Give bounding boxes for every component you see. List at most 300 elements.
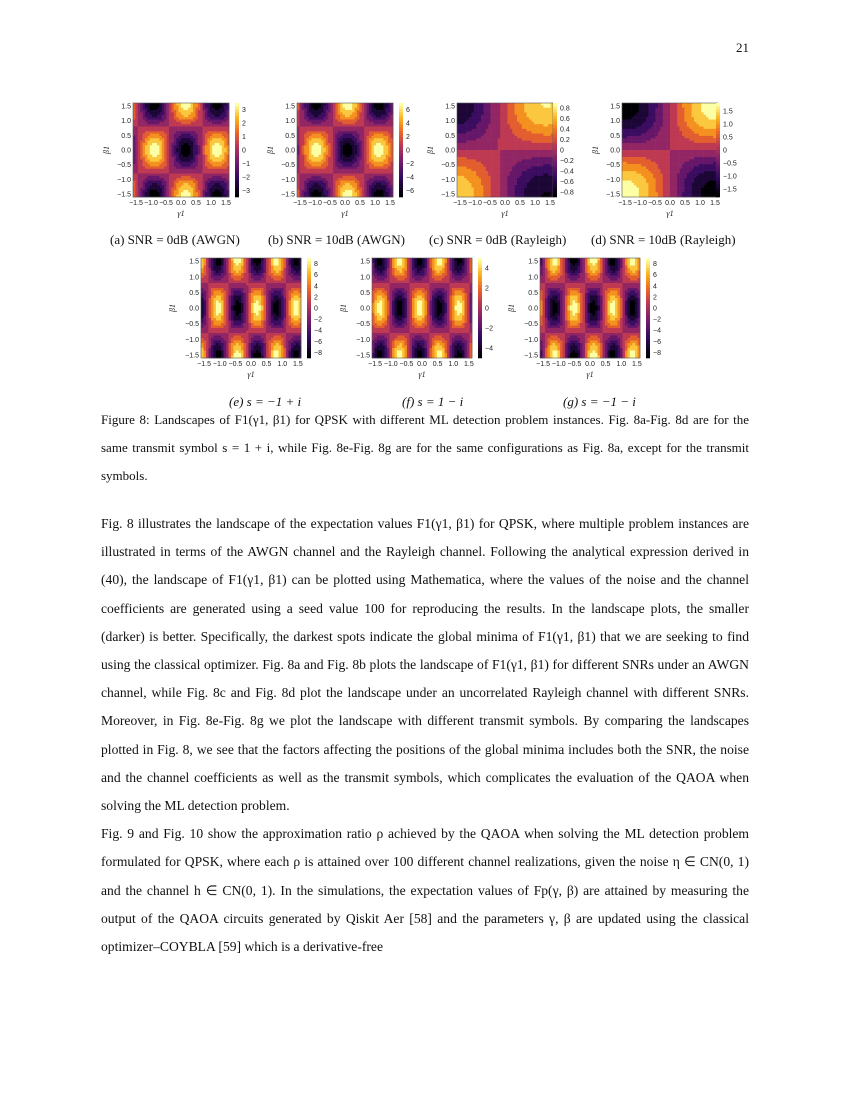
heatmap-cell <box>462 138 465 141</box>
heatmap-cell <box>462 119 465 122</box>
heatmap-cell <box>314 124 317 127</box>
heatmap-cell <box>548 131 551 134</box>
colorbar-segment <box>235 137 239 140</box>
heatmap-cell <box>297 166 300 169</box>
heatmap-cell <box>191 105 194 108</box>
heatmap-cell <box>331 181 334 184</box>
heatmap-cell <box>534 138 537 141</box>
heatmap-cell <box>328 143 331 146</box>
heatmap-cell <box>222 117 225 120</box>
heatmap-cell <box>476 190 479 193</box>
heatmap-cell <box>522 171 525 174</box>
heatmap-cell <box>147 178 150 181</box>
colorbar-segment <box>553 147 557 150</box>
heatmap-cell <box>539 169 542 172</box>
heatmap-cell <box>347 164 350 167</box>
heatmap-cell <box>215 127 218 130</box>
heatmap-cell <box>462 112 465 115</box>
heatmap-cell <box>138 155 141 158</box>
heatmap-cell <box>186 110 189 113</box>
heatmap-cell <box>359 122 362 125</box>
heatmap-cell <box>200 174 203 177</box>
heatmap-cell <box>307 192 310 195</box>
heatmap-cell <box>188 171 191 174</box>
heatmap-cell <box>319 162 322 165</box>
colorbar-segment <box>235 188 239 191</box>
heatmap-cell <box>316 150 319 153</box>
heatmap-cell <box>493 115 496 118</box>
heatmap-cell <box>357 181 360 184</box>
heatmap-cell <box>203 143 206 146</box>
heatmap-cell <box>536 127 539 130</box>
heatmap-cell <box>546 166 549 169</box>
heatmap-cell <box>471 124 474 127</box>
heatmap-cell <box>510 188 513 191</box>
heatmap-cell <box>359 148 362 151</box>
heatmap-cell <box>548 110 551 113</box>
heatmap-cell <box>319 112 322 115</box>
heatmap-cell <box>210 181 213 184</box>
heatmap-cell <box>198 162 201 165</box>
heatmap-cell <box>340 152 343 155</box>
heatmap-cell <box>505 103 508 106</box>
heatmap-cell <box>546 188 549 191</box>
heatmap-cell <box>162 124 165 127</box>
heatmap-cell <box>217 119 220 122</box>
x-tick-label: 0.5 <box>355 200 365 207</box>
heatmap-cell <box>362 166 365 169</box>
heatmap-cell <box>171 129 174 132</box>
heatmap-cell <box>505 108 508 111</box>
heatmap-cell <box>471 150 474 153</box>
heatmap-cell <box>335 178 338 181</box>
heatmap-cell <box>203 124 206 127</box>
heatmap-cell <box>304 174 307 177</box>
heatmap-cell <box>159 134 162 137</box>
heatmap-cell <box>512 127 515 130</box>
heatmap-cell <box>515 124 518 127</box>
heatmap-cell <box>140 119 143 122</box>
heatmap-cell <box>143 185 146 188</box>
heatmap-cell <box>536 110 539 113</box>
heatmap-cell <box>355 112 358 115</box>
heatmap-cell <box>186 129 189 132</box>
heatmap-cell <box>159 171 162 174</box>
heatmap-cell <box>536 166 539 169</box>
heatmap-cell <box>517 103 520 106</box>
heatmap-cell <box>374 164 377 167</box>
heatmap-cell <box>169 148 172 151</box>
heatmap-cell <box>350 122 353 125</box>
heatmap-cell <box>498 152 501 155</box>
heatmap-cell <box>374 131 377 134</box>
heatmap-cell <box>200 136 203 139</box>
heatmap-cell <box>135 164 138 167</box>
heatmap-cell <box>302 148 305 151</box>
heatmap-cell <box>459 136 462 139</box>
heatmap-cell <box>512 117 515 120</box>
heatmap-cell <box>495 145 498 148</box>
heatmap-cell <box>467 155 470 158</box>
heatmap-cell <box>207 159 210 162</box>
heatmap-cell <box>352 129 355 132</box>
heatmap-cell <box>174 171 177 174</box>
heatmap-cell <box>536 108 539 111</box>
heatmap-cell <box>541 129 544 132</box>
heatmap-cell <box>469 103 472 106</box>
heatmap-cell <box>386 129 389 132</box>
colorbar-tick-label: −1 <box>242 160 250 168</box>
heatmap-cell <box>500 145 503 148</box>
heatmap-cell <box>345 143 348 146</box>
heatmap-cell <box>210 122 213 125</box>
heatmap-cell <box>147 159 150 162</box>
heatmap-cell <box>369 183 372 186</box>
heatmap-cell <box>464 119 467 122</box>
heatmap-cell <box>343 157 346 160</box>
heatmap-cell <box>536 176 539 179</box>
y-tick-label: 0.5 <box>445 132 455 140</box>
heatmap-cell <box>345 136 348 139</box>
heatmap-cell <box>459 159 462 162</box>
heatmap-cell <box>524 178 527 181</box>
heatmap-cell <box>364 171 367 174</box>
heatmap-cell <box>491 143 494 146</box>
heatmap-cell <box>333 117 336 120</box>
heatmap-cell <box>522 115 525 118</box>
heatmap-cell <box>357 159 360 162</box>
heatmap-cell <box>367 169 370 172</box>
heatmap-cell <box>319 119 322 122</box>
heatmap-cell <box>364 110 367 113</box>
heatmap-cell <box>186 145 189 148</box>
heatmap-cell <box>512 171 515 174</box>
heatmap-cell <box>302 185 305 188</box>
heatmap-cell <box>307 134 310 137</box>
heatmap-cell <box>150 183 153 186</box>
heatmap-cell <box>147 190 150 193</box>
heatmap-cell <box>471 127 474 130</box>
heatmap-cell <box>171 115 174 118</box>
heatmap-cell <box>314 148 317 151</box>
heatmap-cell <box>350 138 353 141</box>
heatmap-cell <box>188 136 191 139</box>
heatmap-cell <box>488 166 491 169</box>
heatmap-cell <box>495 110 498 113</box>
heatmap-cell <box>474 105 477 108</box>
heatmap-cell <box>479 159 482 162</box>
heatmap-cell <box>522 190 525 193</box>
heatmap-cell <box>309 148 312 151</box>
heatmap-cell <box>200 159 203 162</box>
heatmap-cell <box>222 152 225 155</box>
heatmap-cell <box>357 145 360 148</box>
heatmap-cell <box>481 143 484 146</box>
heatmap-cell <box>333 131 336 134</box>
heatmap-cell <box>133 108 136 111</box>
heatmap-cell <box>162 183 165 186</box>
heatmap-cell <box>481 117 484 120</box>
heatmap-cell <box>491 119 494 122</box>
heatmap-cell <box>359 127 362 130</box>
heatmap-cell <box>491 138 494 141</box>
heatmap-cell <box>155 181 158 184</box>
heatmap-cell <box>362 174 365 177</box>
heatmap-cell <box>205 190 208 193</box>
heatmap-cell <box>483 162 486 165</box>
heatmap-cell <box>181 122 184 125</box>
heatmap-cell <box>219 174 222 177</box>
heatmap-cell <box>174 157 177 160</box>
colorbar-tick-label: 0.2 <box>560 137 570 145</box>
heatmap-cell <box>350 190 353 193</box>
heatmap-cell <box>143 136 146 139</box>
heatmap-cell <box>519 112 522 115</box>
heatmap-cell <box>493 134 496 137</box>
heatmap-cell <box>519 115 522 118</box>
heatmap-cell <box>316 136 319 139</box>
heatmap-cell <box>464 164 467 167</box>
heatmap-cell <box>369 134 372 137</box>
heatmap-cell <box>219 105 222 108</box>
heatmap-cell <box>138 148 141 151</box>
heatmap-cell <box>157 171 160 174</box>
heatmap-cell <box>483 169 486 172</box>
heatmap-cell <box>198 112 201 115</box>
heatmap-cell <box>350 183 353 186</box>
heatmap-cell <box>164 105 167 108</box>
heatmap-cell <box>464 176 467 179</box>
heatmap-cell <box>331 108 334 111</box>
heatmap-cell <box>364 131 367 134</box>
heatmap-cell <box>512 131 515 134</box>
heatmap-cell <box>517 119 520 122</box>
colorbar-segment <box>553 116 557 119</box>
heatmap-cell <box>493 159 496 162</box>
heatmap-cell <box>541 119 544 122</box>
heatmap-cell <box>210 164 213 167</box>
heatmap-cell <box>167 108 170 111</box>
heatmap-cell <box>152 105 155 108</box>
heatmap-cell <box>328 115 331 118</box>
heatmap-cell <box>321 124 324 127</box>
heatmap-cell <box>319 171 322 174</box>
heatmap-cell <box>536 105 539 108</box>
heatmap-cell <box>383 178 386 181</box>
heatmap-cell <box>527 103 530 106</box>
heatmap-cell <box>297 174 300 177</box>
heatmap-cell <box>326 124 329 127</box>
heatmap-cell <box>299 108 302 111</box>
x-tick-label: 1.5 <box>221 200 231 207</box>
heatmap-cell <box>543 103 546 106</box>
heatmap-cell <box>157 176 160 179</box>
heatmap-cell <box>483 164 486 167</box>
heatmap-cell <box>195 169 198 172</box>
heatmap-cell <box>174 112 177 115</box>
heatmap-cell <box>471 115 474 118</box>
heatmap-cell <box>140 185 143 188</box>
heatmap-cell <box>321 122 324 125</box>
heatmap-cell <box>145 192 148 195</box>
heatmap-cell <box>143 171 146 174</box>
heatmap-cell <box>212 134 215 137</box>
heatmap-cell <box>548 190 551 193</box>
heatmap-cell <box>215 103 218 106</box>
heatmap-cell <box>522 159 525 162</box>
heatmap-cell <box>498 166 501 169</box>
heatmap-cell <box>188 138 191 141</box>
heatmap-cell <box>145 143 148 146</box>
heatmap-cell <box>479 166 482 169</box>
heatmap-cell <box>539 192 542 195</box>
heatmap-cell <box>457 185 460 188</box>
heatmap-cell <box>133 152 136 155</box>
heatmap-cell <box>198 103 201 106</box>
heatmap-cell <box>486 171 489 174</box>
heatmap-cell <box>376 183 379 186</box>
heatmap-cell <box>534 162 537 165</box>
heatmap-cell <box>546 145 549 148</box>
heatmap-cell <box>343 112 346 115</box>
heatmap-cell <box>314 105 317 108</box>
heatmap-cell <box>147 183 150 186</box>
heatmap-cell <box>198 192 201 195</box>
heatmap-cell <box>181 155 184 158</box>
heatmap-cell <box>195 174 198 177</box>
heatmap-cell <box>321 181 324 184</box>
heatmap-cell <box>476 150 479 153</box>
heatmap-cell <box>522 131 525 134</box>
heatmap-cell <box>195 176 198 179</box>
heatmap-cell <box>152 112 155 115</box>
heatmap-cell <box>205 188 208 191</box>
heatmap-cell <box>140 112 143 115</box>
heatmap-cell <box>500 136 503 139</box>
heatmap-cell <box>536 190 539 193</box>
heatmap-cell <box>328 131 331 134</box>
heatmap-cell <box>357 178 360 181</box>
heatmap-cell <box>299 174 302 177</box>
heatmap-cell <box>519 129 522 132</box>
heatmap-cell <box>311 105 314 108</box>
heatmap-cell <box>150 105 153 108</box>
heatmap-cell <box>345 169 348 172</box>
heatmap-cell <box>357 127 360 130</box>
heatmap-cell <box>188 159 191 162</box>
heatmap-cell <box>316 112 319 115</box>
heatmap-cell <box>500 155 503 158</box>
heatmap-cell <box>503 136 506 139</box>
y-tick-label: 1.5 <box>285 103 295 111</box>
heatmap-cell <box>224 124 227 127</box>
heatmap-cell <box>367 145 370 148</box>
heatmap-cell <box>302 143 305 146</box>
heatmap-cell <box>191 183 194 186</box>
heatmap-cell <box>309 152 312 155</box>
heatmap-cell <box>198 164 201 167</box>
heatmap-cell <box>510 166 513 169</box>
heatmap-cell <box>355 110 358 113</box>
colorbar-tick-label: 0.4 <box>560 126 570 134</box>
heatmap-cell <box>297 108 300 111</box>
heatmap-cell <box>207 143 210 146</box>
heatmap-cell <box>503 112 506 115</box>
heatmap-cell <box>309 129 312 132</box>
heatmap-cell <box>515 152 518 155</box>
heatmap-cell <box>302 150 305 153</box>
heatmap-cell <box>340 131 343 134</box>
colorbar-tick-label: −0.4 <box>560 168 574 176</box>
heatmap-cell <box>321 136 324 139</box>
heatmap-cell <box>543 136 546 139</box>
heatmap-cell <box>179 138 182 141</box>
heatmap-cell <box>169 129 172 132</box>
heatmap-cell <box>519 176 522 179</box>
heatmap-cell <box>500 174 503 177</box>
heatmap-cell <box>328 169 331 172</box>
heatmap-cell <box>164 108 167 111</box>
heatmap-cell <box>546 103 549 106</box>
heatmap-cell <box>546 157 549 160</box>
heatmap-cell <box>376 169 379 172</box>
heatmap-cell <box>210 169 213 172</box>
heatmap-cell <box>474 159 477 162</box>
heatmap-cell <box>345 188 348 191</box>
heatmap-cell <box>379 119 382 122</box>
heatmap-cell <box>183 181 186 184</box>
heatmap-cell <box>488 115 491 118</box>
heatmap-cell <box>198 152 201 155</box>
heatmap-cell <box>524 138 527 141</box>
heatmap-cell <box>522 169 525 172</box>
heatmap-cell <box>155 131 158 134</box>
heatmap-cell <box>507 131 510 134</box>
heatmap-cell <box>171 155 174 158</box>
heatmap-cell <box>138 181 141 184</box>
heatmap-cell <box>183 103 186 106</box>
heatmap-cell <box>517 192 520 195</box>
heatmap-cell <box>302 110 305 113</box>
heatmap-cell <box>205 117 208 120</box>
heatmap-cell <box>343 181 346 184</box>
heatmap-cell <box>311 134 314 137</box>
heatmap-cell <box>323 150 326 153</box>
heatmap-cell <box>159 169 162 172</box>
heatmap-cell <box>222 192 225 195</box>
heatmap-cell <box>495 192 498 195</box>
heatmap-cell <box>493 122 496 125</box>
heatmap-cell <box>186 141 189 144</box>
heatmap-cell <box>491 145 494 148</box>
heatmap-cell <box>543 138 546 141</box>
heatmap-cell <box>135 183 138 186</box>
heatmap-cell <box>474 103 477 106</box>
heatmap-cell <box>541 192 544 195</box>
heatmap-cell <box>145 150 148 153</box>
heatmap-cell <box>164 188 167 191</box>
heatmap-cell <box>328 150 331 153</box>
heatmap-cell <box>338 176 341 179</box>
heatmap-cell <box>464 115 467 118</box>
heatmap-cell <box>171 131 174 134</box>
heatmap-cell <box>352 178 355 181</box>
heatmap-cell <box>188 155 191 158</box>
heatmap-cell <box>467 105 470 108</box>
heatmap-cell <box>138 190 141 193</box>
heatmap-cell <box>527 138 530 141</box>
heatmap-cell <box>181 110 184 113</box>
